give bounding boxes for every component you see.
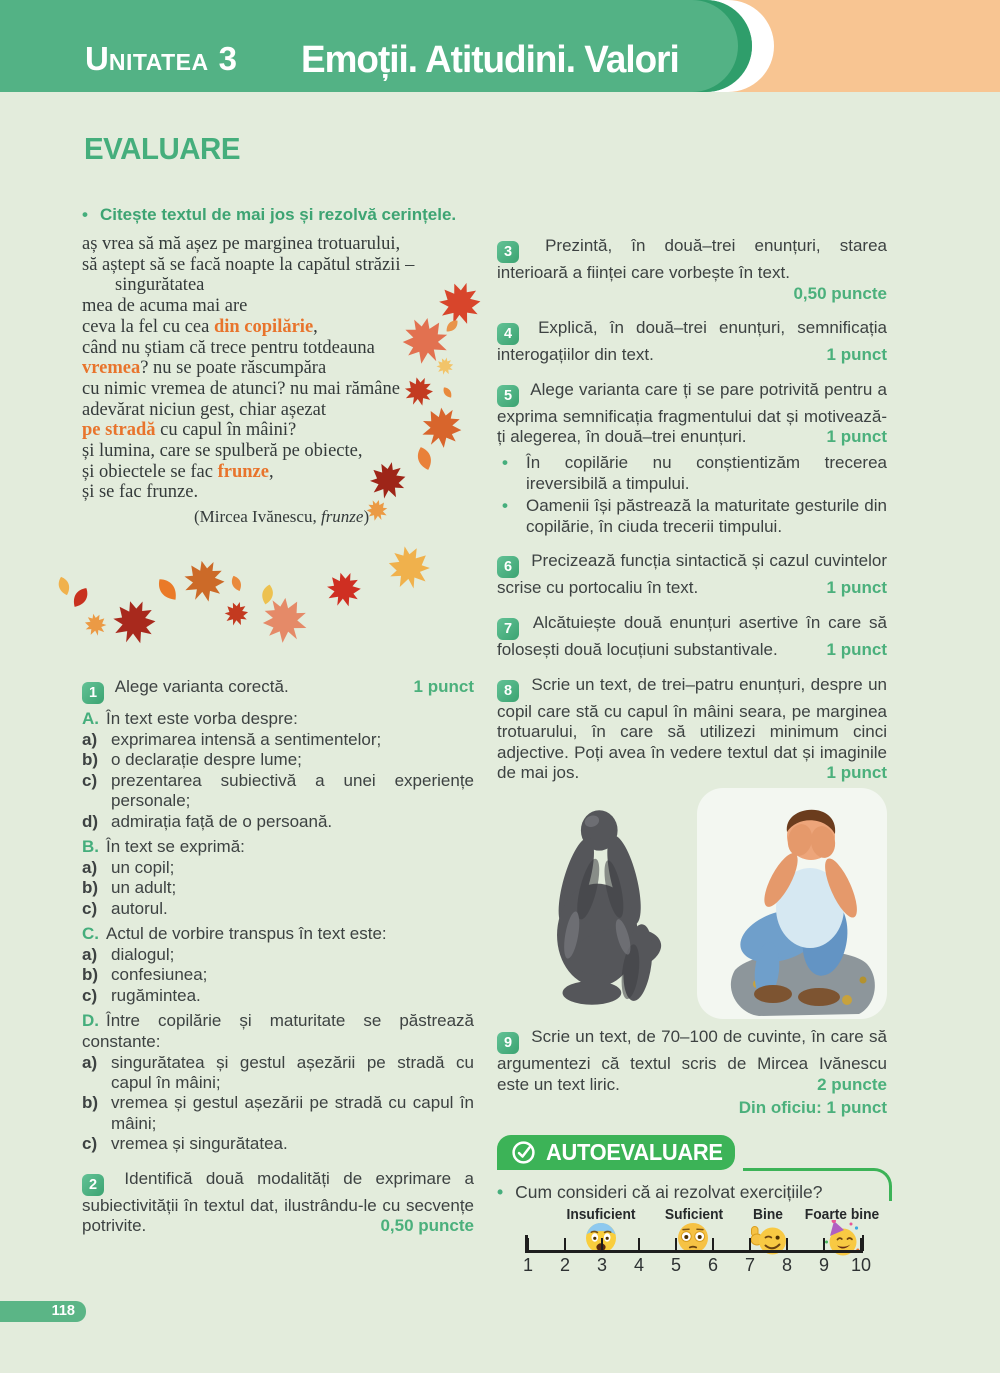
page-number: 118 xyxy=(0,1301,86,1322)
scale-number: 5 xyxy=(670,1255,682,1276)
answer-option-text: autorul. xyxy=(111,898,168,918)
question-9: 9 Scrie un text, de 70–100 de cuvinte, în care să argumentezi că textul scris de Mircea Ivănescu este un text liric. 2 puncte xyxy=(497,1026,887,1094)
question-1-group-A: A. În text este vorba despre: xyxy=(82,709,298,729)
question-5-options xyxy=(497,453,887,537)
section-title: EVALUARE xyxy=(84,131,241,166)
question-6-badge: 6 xyxy=(497,556,519,578)
question-3-points: 0,50 puncte xyxy=(793,283,887,303)
answer-option-label: a) xyxy=(82,944,98,964)
group-label: B. xyxy=(82,836,99,856)
poem-segment: ceva la fel cu cea xyxy=(82,316,214,337)
answer-option xyxy=(82,812,474,832)
question-4: 4 Explică, în două–trei enunțuri, semnificația interogațiilor din text. 1 punct xyxy=(497,318,887,365)
answer-option xyxy=(82,730,474,750)
autoevaluare-title: AUTOEVALUARE xyxy=(546,1139,723,1166)
question-4-badge: 4 xyxy=(497,323,519,345)
poem-line xyxy=(82,462,474,483)
question-1-badge: 1 xyxy=(82,682,104,704)
poem-segment: , xyxy=(268,461,274,482)
bullet-icon: • xyxy=(502,496,508,516)
answer-option-text: prezentarea subiectivă a unei experiențe personale; xyxy=(111,770,474,811)
question-5-block xyxy=(497,380,887,538)
poem-attribution-segment: (Mircea Ivănescu, xyxy=(194,507,321,527)
scale-number: 6 xyxy=(707,1255,719,1276)
unit-header-band xyxy=(0,0,774,92)
bonus-points: Din oficiu: 1 punct xyxy=(738,1098,887,1118)
answer-option-text: confesiunea; xyxy=(111,965,208,985)
poem-segment: mea de acuma mai are xyxy=(82,296,248,317)
scale-number: 4 xyxy=(633,1255,645,1276)
poem-segment: și obiectele se fac xyxy=(82,461,218,482)
group-label: D. xyxy=(82,1011,99,1030)
poem-segment: și se fac frunze. xyxy=(82,482,199,503)
check-circle-icon xyxy=(511,1140,536,1165)
poem-line xyxy=(82,358,474,379)
question-2-block xyxy=(82,1169,474,1237)
poem-line xyxy=(82,275,474,296)
answer-option-text: vremea și gestul așezării pe stradă cu capul în mâini; xyxy=(111,1093,474,1133)
bullet-icon: • xyxy=(82,205,88,224)
unit-header-band-inner xyxy=(0,0,752,92)
poem-segment: , xyxy=(313,316,318,337)
answer-option xyxy=(82,1093,474,1134)
scale-tick xyxy=(786,1238,788,1251)
poem-line xyxy=(82,420,474,441)
poem-segment: singurătatea xyxy=(115,275,205,296)
left-column xyxy=(82,204,474,1237)
scale-number: 1 xyxy=(522,1255,534,1276)
unit-label-initial: U xyxy=(85,40,109,77)
question-1-group-C: C. Actul de vorbire transpus în text este: xyxy=(82,923,387,943)
left-questions xyxy=(82,677,474,1237)
scale-label: Insuficient xyxy=(566,1206,636,1224)
poem-segment: cu nimic vremea de atunci? nu mai rămâne xyxy=(82,378,400,399)
question-8-block xyxy=(497,675,887,784)
answer-option xyxy=(82,1053,474,1094)
answer-option xyxy=(82,945,474,965)
poem-segment: și lumina, care se spulberă pe obiecte, xyxy=(82,441,363,462)
answer-option-text: rugămintea. xyxy=(111,985,201,1005)
answer-option-text: un copil; xyxy=(111,857,175,877)
group-label: A. xyxy=(82,709,99,729)
scale-tick xyxy=(823,1238,825,1251)
highlighted-word: frunze xyxy=(217,461,269,482)
bullet-icon: • xyxy=(497,1182,504,1203)
question-6-points: 1 punct xyxy=(826,578,887,598)
intro-instruction xyxy=(82,204,474,225)
scale-tick xyxy=(638,1238,640,1251)
scale-number: 8 xyxy=(781,1255,793,1276)
poem-line xyxy=(82,441,474,462)
question-2-points: 0,50 puncte xyxy=(380,1216,474,1236)
scale-tick xyxy=(675,1238,677,1251)
highlighted-word: vremea xyxy=(82,358,141,379)
question-2: 2 Identifică două modalități de exprimare a subiectivității în textul dat, ilustrându-le cu secvențe potrivite. 0,50 puncte xyxy=(82,1168,474,1236)
boy-illustration xyxy=(697,788,887,1019)
question-4-block xyxy=(497,318,887,366)
bullet-option-text: În copilărie nu conștientizăm trecerea ireversibilă a timpului. xyxy=(526,452,887,493)
answer-option xyxy=(82,750,474,770)
question-6: 6 Precizează funcția sintactică și cazul cuvintelor scrise cu portocaliu în text. 1 punct xyxy=(497,551,887,598)
question-3-block xyxy=(497,236,887,304)
question-1-points: 1 punct xyxy=(413,677,474,697)
question-7-points: 1 punct xyxy=(826,639,887,659)
answer-option-label: b) xyxy=(82,750,99,770)
poem-attribution xyxy=(82,507,474,527)
statue-illustration xyxy=(535,788,669,1016)
question-7: 7 Alcătuiește două enunțuri asertive în care să folosești două locuțiuni substantivale. 1 punct xyxy=(497,612,887,659)
poem-line xyxy=(82,234,474,255)
autoevaluare-header xyxy=(497,1135,887,1170)
answer-option-text: dialogul; xyxy=(111,944,175,964)
answer-option-text: un adult; xyxy=(111,878,177,898)
right-column xyxy=(497,236,887,1286)
question-9-points: 2 puncte xyxy=(817,1074,887,1094)
question-4-points: 1 punct xyxy=(826,345,887,365)
scale-label: Suficient xyxy=(664,1206,723,1224)
self-evaluation-text: Cum consideri că ai rezolvat exercițiile? xyxy=(515,1182,823,1203)
question-9-block xyxy=(497,1027,887,1095)
answer-option xyxy=(82,771,474,812)
question-7-block xyxy=(497,613,887,661)
answer-option-label: a) xyxy=(82,729,98,749)
unit-number: 3 xyxy=(218,40,237,77)
group-label: C. xyxy=(82,923,99,943)
answer-option-label: b) xyxy=(82,965,99,985)
question-8-badge: 8 xyxy=(497,680,519,702)
rating-scale xyxy=(497,1204,887,1286)
answer-option xyxy=(82,1134,474,1154)
question-1-group-B: B. În text se exprimă: xyxy=(82,836,245,856)
highlighted-word: din copilărie xyxy=(213,316,314,337)
answer-option-text: admirația față de o persoană. xyxy=(111,811,333,831)
question-1-block xyxy=(82,677,474,1154)
poem-line xyxy=(82,317,474,338)
highlighted-word: pe stradă xyxy=(82,420,156,441)
bullet-option xyxy=(497,453,887,494)
answer-option-label: c) xyxy=(82,1134,98,1154)
question-6-block xyxy=(497,551,887,599)
poem-segment: aș vrea să mă așez pe marginea trotuarului, xyxy=(82,234,401,254)
right-questions-lower xyxy=(497,1027,887,1095)
poem-text xyxy=(82,234,474,503)
question-3: 3 Prezintă, în două–trei enunțuri, starea interioară a ființei care vorbește în text. 0,50 puncte xyxy=(497,236,887,303)
answer-option-label: b) xyxy=(82,878,99,898)
bullet-option-text: Oamenii își păstrează la maturitate gesturile din copilărie, în ciuda trecerii timpului. xyxy=(526,496,887,536)
unit-title: Emoții. Atitudini. Valori xyxy=(301,39,679,81)
poem-attribution-segment: frunze xyxy=(320,507,364,527)
answer-option-text: o declarație despre lume; xyxy=(111,750,302,770)
question-3-badge: 3 xyxy=(497,241,519,263)
right-questions-upper xyxy=(497,236,887,784)
question-7-badge: 7 xyxy=(497,618,519,640)
answer-option-text: vremea și singurătatea. xyxy=(111,1134,288,1154)
intro-text: Citește textul de mai jos și rezolvă cerințele. xyxy=(99,205,457,224)
poem-line xyxy=(82,379,474,400)
illustrations-row xyxy=(497,788,887,1019)
answer-option xyxy=(82,986,474,1006)
question-1-group-D: D. Între copilărie și maturitate se păstrează constante: xyxy=(82,1011,474,1051)
question-1: 1 Alege varianta corectă. 1 punct xyxy=(82,677,474,704)
poem-line xyxy=(82,400,474,421)
scale-tick xyxy=(601,1238,603,1251)
scale-number: 2 xyxy=(559,1255,571,1276)
answer-option xyxy=(82,878,474,898)
answer-option-label: b) xyxy=(82,1093,99,1113)
unit-label-rest: NITATEA xyxy=(108,49,209,75)
autoevaluare-band xyxy=(497,1135,735,1170)
bullet-option xyxy=(497,496,887,537)
scale-tick xyxy=(749,1238,751,1251)
bullet-icon: • xyxy=(502,452,508,472)
question-5-badge: 5 xyxy=(497,385,519,407)
answer-option xyxy=(82,858,474,878)
answer-option-label: a) xyxy=(82,857,98,877)
answer-option xyxy=(82,899,474,919)
poem-segment: adevărat niciun gest, chiar așezat xyxy=(82,399,326,420)
scale-tick xyxy=(712,1238,714,1251)
poem-segment: să aștept să se facă noapte la capătul străzii – xyxy=(82,254,415,275)
decorative-bracket xyxy=(743,1168,892,1201)
answer-option-label: c) xyxy=(82,770,98,790)
scale-number: 7 xyxy=(744,1255,756,1276)
answer-option-label: a) xyxy=(82,1052,98,1072)
scale-axis-line xyxy=(525,1250,863,1253)
answer-option-label: c) xyxy=(82,985,98,1005)
question-5: 5 Alege varianta care ți se pare potrivită pentru a exprima semnificația fragmentului dat și motivează-ți alegerea, în două–trei enunțuri. 1 punct xyxy=(497,379,887,447)
poem-segment: când nu știam că trece pentru totdeauna xyxy=(82,337,375,358)
boy-photo-frame xyxy=(697,788,887,1019)
question-9-badge: 9 xyxy=(497,1032,519,1054)
question-8-points: 1 punct xyxy=(826,763,887,783)
poem-attribution-segment: ) xyxy=(363,507,370,527)
answer-option-text: singurătatea și gestul așezării pe stradă cu capul în mâini; xyxy=(111,1052,474,1092)
poem-line xyxy=(82,296,474,317)
answer-option-label: d) xyxy=(82,811,99,831)
scale-label: Bine xyxy=(752,1206,783,1224)
scale-label: Foarte bine xyxy=(804,1206,879,1224)
poem-line xyxy=(82,338,474,359)
scale-number: 3 xyxy=(596,1255,608,1276)
question-8: 8 Scrie un text, de trei–patru enunțuri, despre un copil care stă cu capul în mâini seara, pe marginea trotuarului, în care să utilizezi minimum cinci adjective. Poți avea în vedere textul dat și imaginile de mai jos. 1 punct xyxy=(497,674,887,783)
scale-tick xyxy=(564,1238,566,1251)
scale-number: 9 xyxy=(818,1255,830,1276)
poem-segment: ? nu se poate răscumpăra xyxy=(140,358,327,379)
scale-tick xyxy=(527,1238,529,1251)
answer-option xyxy=(82,965,474,985)
answer-option-text: exprimarea intensă a sentimentelor; xyxy=(111,729,382,749)
question-2-badge: 2 xyxy=(82,1174,104,1196)
question-5-points: 1 punct xyxy=(826,427,887,447)
poem-line xyxy=(82,482,474,503)
scale-tick xyxy=(860,1238,862,1251)
unit-label xyxy=(85,40,237,78)
poem-line xyxy=(82,255,474,276)
scale-number: 10 xyxy=(850,1255,872,1276)
answer-option-label: c) xyxy=(82,898,98,918)
poem-segment: cu capul în mâini? xyxy=(155,420,297,441)
